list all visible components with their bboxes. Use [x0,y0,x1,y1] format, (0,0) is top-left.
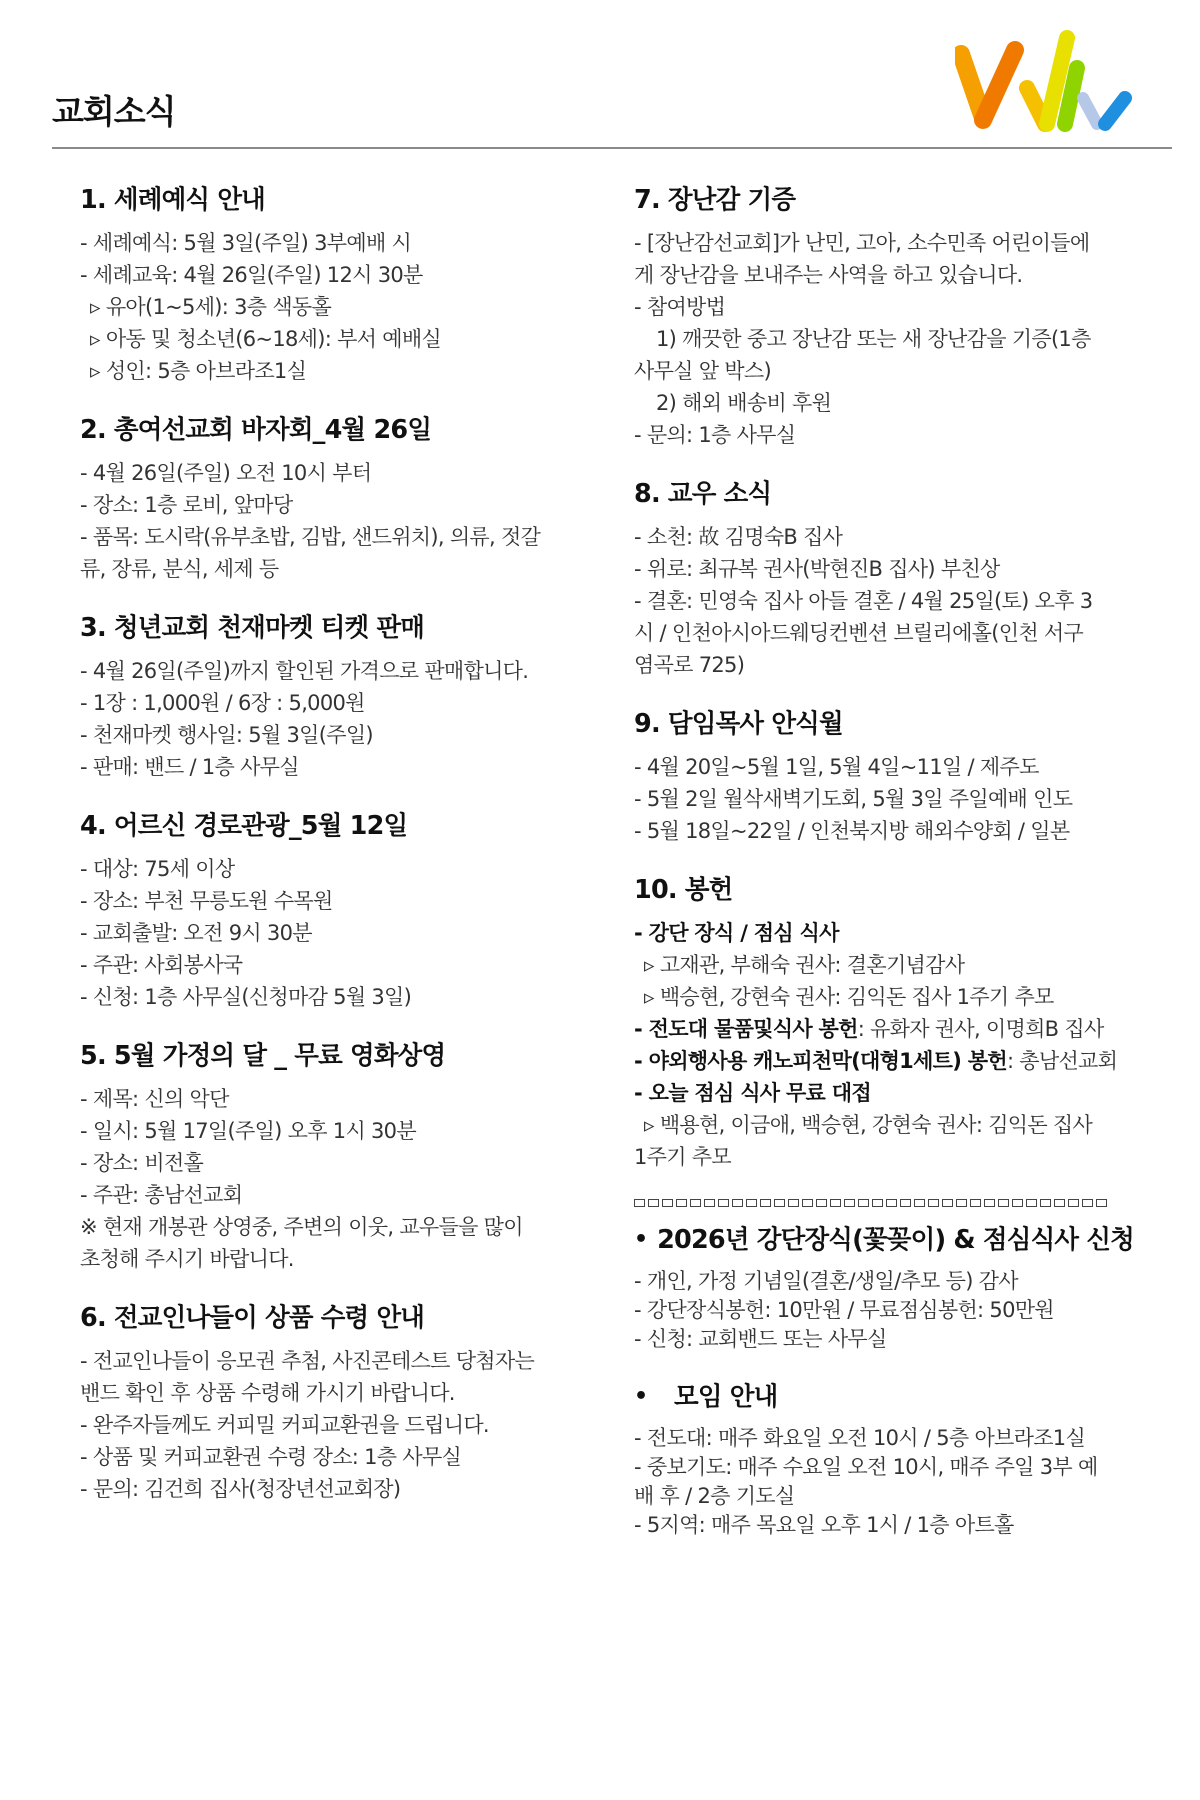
section-line: - 신청: 1층 사무실(신청마감 5월 3일) [80,985,412,1009]
divider-box [1012,1199,1023,1207]
notice-section [80,1301,580,1505]
section-line [634,1045,1134,1077]
notice-section [634,873,1134,1173]
section-line: 류, 장류, 분식, 세제 등 [80,557,279,581]
section-line: - 천재마켓 행사일: 5월 3일(주일) [80,723,373,747]
bullet-section-line: - 중보기도: 매주 수요일 오전 10시, 매주 주일 3부 예 [634,1455,1098,1479]
section-line: - 주관: 사회봉사국 [80,953,243,977]
right-column [634,183,1134,1566]
line-bold-part: - 전도대 물품및식사 봉헌 [634,1017,858,1041]
divider-box [886,1199,897,1207]
section-line: - 강단 장식 / 점심 식사 [634,921,839,945]
divider-box [1026,1199,1037,1207]
section-line: - 1장 : 1,000원 / 6장 : 5,000원 [80,691,365,715]
notice-section [80,611,580,783]
divider-box [788,1199,799,1207]
notice-section [80,183,580,387]
section-title: 3. 청년교회 천재마켓 티켓 판매 [80,613,425,643]
section-line: - 교회출발: 오전 9시 30분 [80,921,312,945]
section-title: 10. 봉헌 [634,875,733,905]
divider-box [942,1199,953,1207]
section-line [634,1013,1134,1045]
section-line: - 주관: 총남선교회 [80,1183,243,1207]
divider-box [1082,1199,1093,1207]
bullet-title-text: 2026년 강단장식(꽃꽂이) & 점심식사 신청 [657,1225,1134,1255]
bullet-title-text: 모임 안내 [674,1382,778,1412]
notice-section [634,707,1134,847]
divider-box [1068,1199,1079,1207]
bullet-section-line: - 강단장식봉헌: 10만원 / 무료점심봉헌: 50만원 [634,1298,1054,1322]
notice-section [80,1039,580,1275]
divider-box [1096,1199,1107,1207]
section-line: - 장소: 부천 무릉도원 수목원 [80,889,333,913]
section-title: 2. 총여선교회 바자회_4월 26일 [80,415,432,445]
section-line: - 대상: 75세 이상 [80,857,235,881]
divider-box [634,1199,645,1207]
bullet-section-title [634,1380,1134,1414]
section-line: 1) 깨끗한 중고 장난감 또는 새 장난감을 기증(1층 [656,327,1091,351]
section-line: ▹ 유아(1~5세): 3층 색동홀 [90,295,332,319]
section-line: 2) 해외 배송비 후원 [656,391,832,415]
divider-box [830,1199,841,1207]
divider-box [1054,1199,1065,1207]
section-line: - 소천: 故 김명숙B 집사 [634,525,843,549]
page-title: 교회소식 [52,92,176,131]
divider-box [970,1199,981,1207]
divider-box [998,1199,1009,1207]
section-line: - 완주자들께도 커피밀 커피교환권을 드립니다. [80,1413,489,1437]
divider-box [900,1199,911,1207]
divider-box [774,1199,785,1207]
bullet-section-line: - 전도대: 매주 화요일 오전 10시 / 5층 아브라조1실 [634,1426,1086,1450]
section-line: - 참여방법 [634,295,726,319]
section-line: - 결혼: 민영숙 집사 아들 결혼 / 4월 25일(토) 오후 3 [634,589,1093,613]
notice-section [634,477,1134,681]
bullet-section-line: 배 후 / 2층 기도실 [634,1484,795,1508]
bullet-section-title [634,1223,1134,1257]
section-line: - 문의: 1층 사무실 [634,423,796,447]
section-line: 염곡로 725) [634,653,745,677]
divider-box [802,1199,813,1207]
notice-section [634,183,1134,451]
bullet-icon: • [634,1384,648,1409]
line-bold-part: - 야외행사용 캐노피천막(대형1세트) 봉헌 [634,1049,1007,1073]
section-line: - 세례예식: 5월 3일(주일) 3부예배 시 [80,231,412,255]
section-line: - 일시: 5월 17일(주일) 오후 1시 30분 [80,1119,416,1143]
section-title: 7. 장난감 기증 [634,185,796,215]
section-line: - 위로: 최규복 권사(박현진B 집사) 부친상 [634,557,1000,581]
divider-box [816,1199,827,1207]
section-title: 5. 5월 가정의 달 _ 무료 영화상영 [80,1041,446,1071]
church-logo-icon [955,28,1145,148]
section-line: ▹ 고재관, 부해숙 권사: 결혼기념감사 [644,953,965,977]
header-divider [52,147,1172,149]
dotted-divider [634,1199,1134,1207]
section-line: ▹ 성인: 5층 아브라조1실 [90,359,307,383]
bullet-section [634,1223,1134,1354]
section-line: ▹ 아동 및 청소년(6~18세): 부서 예배실 [90,327,441,351]
section-line: - 4월 26일(주일) 오전 10시 부터 [80,461,372,485]
bullet-icon: • [634,1227,648,1252]
notice-section [80,413,580,585]
section-line: - 품목: 도시락(유부초밥, 김밥, 샌드위치), 의류, 젓갈 [80,525,541,549]
divider-box [732,1199,743,1207]
section-line: 사무실 앞 박스) [634,359,771,383]
section-line: - 제목: 신의 악단 [80,1087,229,1111]
notice-section [80,809,580,1013]
section-line: - 전교인나들이 응모권 추첨, 사진콘테스트 당첨자는 [80,1349,535,1373]
section-title: 9. 담임목사 안식월 [634,709,843,739]
section-title: 1. 세례예식 안내 [80,185,265,215]
divider-box [984,1199,995,1207]
divider-box [676,1199,687,1207]
section-line: - 판매: 밴드 / 1층 사무실 [80,755,299,779]
section-line: 초청해 주시기 바랍니다. [80,1247,294,1271]
section-line: - 장소: 비전홀 [80,1151,204,1175]
section-line: 밴드 확인 후 상품 수령해 가시기 바랍니다. [80,1381,455,1405]
bullet-section-line: - 개인, 가정 기념일(결혼/생일/추모 등) 감사 [634,1269,1018,1293]
section-line: ▹ 백용현, 이금애, 백승현, 강현숙 권사: 김익돈 집사 [644,1113,1093,1137]
bullet-section [634,1380,1134,1540]
divider-box [690,1199,701,1207]
section-line: - 5월 2일 월삭새벽기도회, 5월 3일 주일예배 인도 [634,787,1073,811]
section-line: - 장소: 1층 로비, 앞마당 [80,493,293,517]
divider-box [746,1199,757,1207]
section-line: - 오늘 점심 식사 무료 대접 [634,1081,871,1105]
section-line: - 문의: 김건희 집사(청장년선교회장) [80,1477,401,1501]
divider-box [928,1199,939,1207]
divider-box [914,1199,925,1207]
divider-box [844,1199,855,1207]
bullet-section-line: - 5지역: 매주 목요일 오후 1시 / 1층 아트홀 [634,1513,1014,1537]
section-line: - [장난감선교회]가 난민, 고아, 소수민족 어린이들에 [634,231,1090,255]
line-regular-part: : 유화자 권사, 이명희B 집사 [857,1017,1104,1041]
divider-box [956,1199,967,1207]
section-line: ※ 현재 개봉관 상영중, 주변의 이웃, 교우들을 많이 [80,1215,523,1239]
divider-box [662,1199,673,1207]
divider-box [704,1199,715,1207]
left-column [80,183,580,1531]
divider-box [872,1199,883,1207]
section-line: 시 / 인천아시아드웨딩컨벤션 브릴리에홀(인천 서구 [634,621,1084,645]
section-line: ▹ 백승현, 강현숙 권사: 김익돈 집사 1주기 추모 [644,985,1054,1009]
section-line: 게 장난감을 보내주는 사역을 하고 있습니다. [634,263,1023,287]
divider-box [718,1199,729,1207]
section-line: - 세례교육: 4월 26일(주일) 12시 30분 [80,263,423,287]
section-title: 6. 전교인나들이 상품 수령 안내 [80,1303,425,1333]
section-line: - 4월 20일~5월 1일, 5월 4일~11일 / 제주도 [634,755,1039,779]
section-line: - 상품 및 커피교환권 수령 장소: 1층 사무실 [80,1445,462,1469]
bullet-section-line: - 신청: 교회밴드 또는 사무실 [634,1327,887,1351]
divider-box [760,1199,771,1207]
section-title: 4. 어르신 경로관광_5월 12일 [80,811,408,841]
divider-box [1040,1199,1051,1207]
divider-box [648,1199,659,1207]
line-regular-part: : 총남선교회 [1006,1049,1118,1073]
section-title: 8. 교우 소식 [634,479,772,509]
section-line: 1주기 추모 [634,1145,731,1169]
section-line: - 5월 18일~22일 / 인천북지방 해외수양회 / 일본 [634,819,1070,843]
section-line: - 4월 26일(주일)까지 할인된 가격으로 판매합니다. [80,659,529,683]
divider-box [858,1199,869,1207]
